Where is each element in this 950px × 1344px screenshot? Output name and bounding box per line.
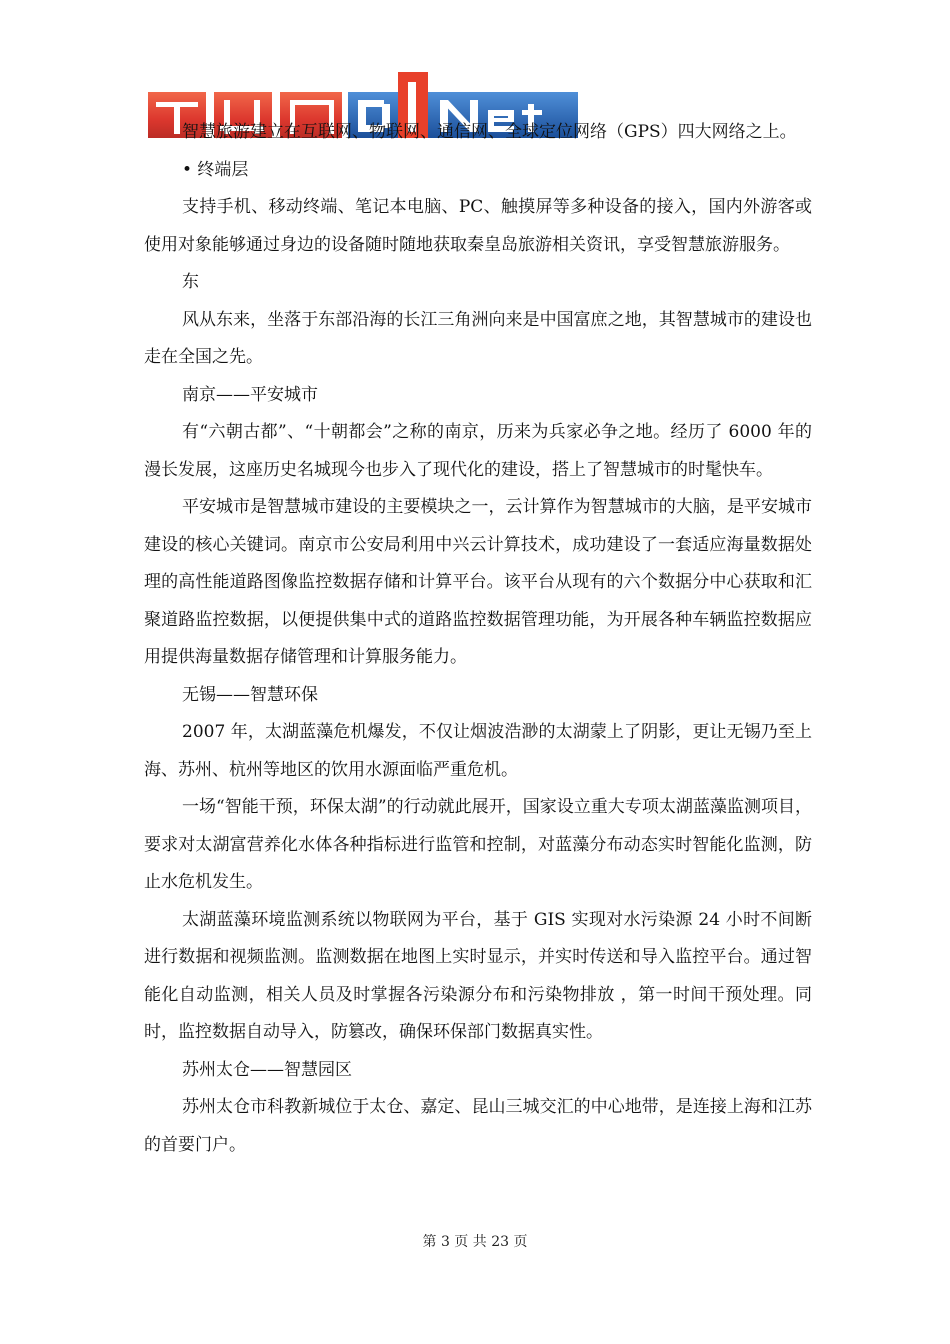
- bullet-terminal-layer: • 终端层: [182, 159, 249, 180]
- paragraph-nanjing-safe-city: 平安城市是智慧城市建设的主要模块之一，云计算作为智慧城市的大脑，是平安城市建设的核心关键词。南京市公安局利用中兴云计算技术，成功建设了一套适应海量数据处理的高性能道路图像监控数据存储和计算平台。该平台从现有的六个数据分中心获取和汇聚道路监控数据，以便提供集中式的道路监控数据管理功能，为开展各种车辆监控数据应用提供海量数据存储管理和计算服务能力。: [144, 497, 812, 667]
- page-number-footer: 第 3 页 共 23 页: [422, 1234, 528, 1250]
- paragraph-nanjing-history: 有“六朝古都”、“十朝都会”之称的南京，历来为兵家必争之地。经历了 6000 年的漫长发展，这座历史名城现今也步入了现代化的建设，搭上了智慧城市的时髦快车。: [144, 422, 812, 480]
- document-body: [144, 114, 812, 1164]
- section-heading-nanjing: 南京——平安城市: [182, 384, 318, 405]
- section-heading-wuxi: 无锡——智慧环保: [182, 684, 318, 705]
- paragraph-wuxi-crisis: 2007 年，太湖蓝藻危机爆发，不仅让烟波浩渺的太湖蒙上了阴影，更让无锡乃至上海、苏州、杭州等地区的饮用水源面临严重危机。: [144, 722, 812, 780]
- section-heading-taicang: 苏州太仓——智慧园区: [182, 1059, 352, 1080]
- paragraph-terminal-devices: 支持手机、移动终端、笔记本电脑、PC、触摸屏等多种设备的接入，国内外游客或使用对象能够通过身边的设备随时随地获取秦皇岛旅游相关资讯，享受智慧旅游服务。: [144, 197, 812, 255]
- paragraph-gps-networks: 智慧旅游建立在互联网、物联网、通信网、全球定位网络（GPS）四大网络之上。: [182, 122, 797, 142]
- paragraph-wuxi-action: 一场“智能干预，环保太湖”的行动就此展开，国家设立重大专项太湖蓝藻监测项目，要求对太湖富营养化水体各种指标进行监管和控制，对蓝藻分布动态实时智能化监测，防止水危机发生。: [144, 797, 812, 892]
- paragraph-taicang-intro: 苏州太仓市科教新城位于太仓、嘉定、昆山三城交汇的中心地带，是连接上海和江苏的首要门户。: [144, 1097, 812, 1155]
- paragraph-east-intro: 风从东来，坐落于东部沿海的长江三角洲向来是中国富庶之地，其智慧城市的建设也走在全国之先。: [144, 309, 812, 367]
- section-heading-east: 东: [182, 272, 199, 292]
- paragraph-wuxi-monitoring: 太湖蓝藻环境监测系统以物联网为平台，基于 GIS 实现对水污染源 24 小时不间断进行数据和视频监测。监测数据在地图上实时显示，并实时传送和导入监控平台。通过智能化自动监测，相关人员及时掌握各污染源分布和污染物排放 ，第一时间干预处理。同时，监控数据自动导入，防篡改，确保环保部门数据真实性。: [144, 909, 812, 1042]
